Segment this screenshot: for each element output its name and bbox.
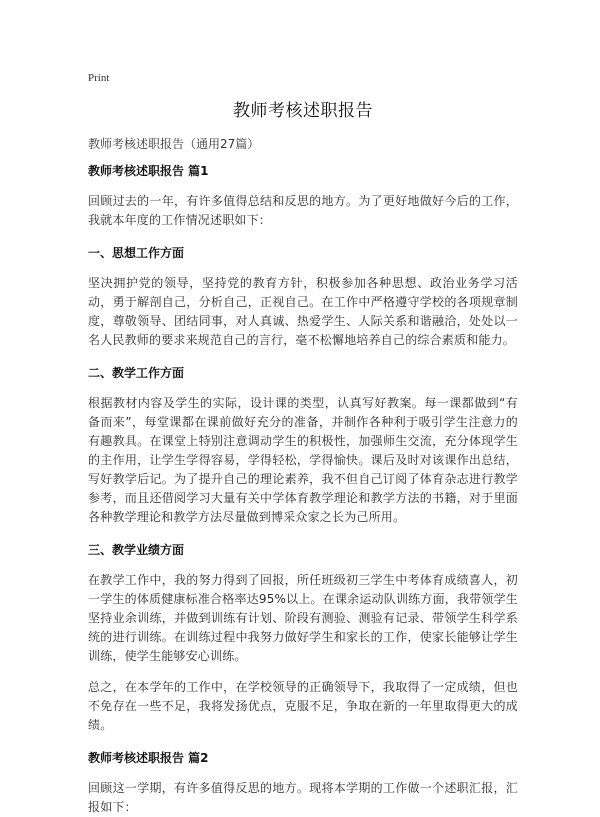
document-page	[88, 70, 518, 817]
document-subtitle: 教师考核述职报告（通用27篇）	[88, 137, 260, 151]
article-heading: 教师考核述职报告 篇1	[88, 164, 209, 178]
article-2	[88, 749, 518, 817]
section-heading-performance: 三、教学业绩方面	[88, 543, 185, 557]
section-heading-ideology: 一、思想工作方面	[88, 246, 185, 260]
article-1	[88, 162, 518, 735]
section-heading-teaching: 二、教学工作方面	[88, 366, 185, 380]
print-label[interactable]: Print	[88, 72, 110, 84]
article-intro: 回顾过去的一年，有许多值得总结和反思的地方。为了更好地做好今后的工作，我就本年度的工作情况述职如下：	[88, 194, 518, 227]
article-intro: 回顾这一学期，有许多值得反思的地方。现将本学期的工作做一个述职汇报，汇报如下：	[88, 781, 518, 814]
section-paragraph: 坚决拥护党的领导，坚持党的教育方针，积极参加各种思想、政治业务学习活动，勇于解剖自己，分析自己，正视自己。在工作中严格遵守学校的各项规章制度，尊敬领导、团结同事，对人真诚、热爱学生、人际关系和谐融洽，处处以一名人民教师的要求来规范自己的言行，毫不松懈地培养自己的综合素质和能力。	[88, 276, 518, 347]
section-paragraph: 根据教材内容及学生的实际，设计课的类型，认真写好教案。每一课都做到“有备而来”，每堂课都在课前做好充分的准备，并制作各种利于吸引学生注意力的有趣教具。在课堂上特别注意调动学生的积极性，加强师生交流，充分体现学生的主作用，让学生学得容易，学得轻松，学得愉快。课后及时对该课作出总结，写好教学后记。为了提升自己的理论素养，我不但自己订阅了体育杂志进行教学参考，而且还借阅学习大量有关中学体育教学理论和教学方法的书籍，对于里面各种教学理论和教学方法尽量做到博采众家之长为己所用。	[88, 396, 518, 524]
section-paragraph: 在教学工作中，我的努力得到了回报，所任班级初三学生中考体育成绩喜人，初一学生的体质健康标准合格率达95%以上。在课余运动队训练方面，我带领学生坚持业余训练，并做到训练有计划、阶段有测验、测验有记录、带领学生科学系统的进行训练。在训练过程中我努力做好学生和家长的工作，使家长能够让学生训练，使学生能够安心训练。	[88, 573, 518, 663]
conclusion-paragraph: 总之，在本学年的工作中，在学校领导的正确领导下，我取得了一定成绩，但也不免存在一些不足，我将发扬优点，克服不足，争取在新的一年里取得更大的成绩。	[88, 680, 518, 732]
article-heading: 教师考核述职报告 篇2	[88, 751, 209, 765]
document-title: 教师考核述职报告	[233, 101, 373, 121]
